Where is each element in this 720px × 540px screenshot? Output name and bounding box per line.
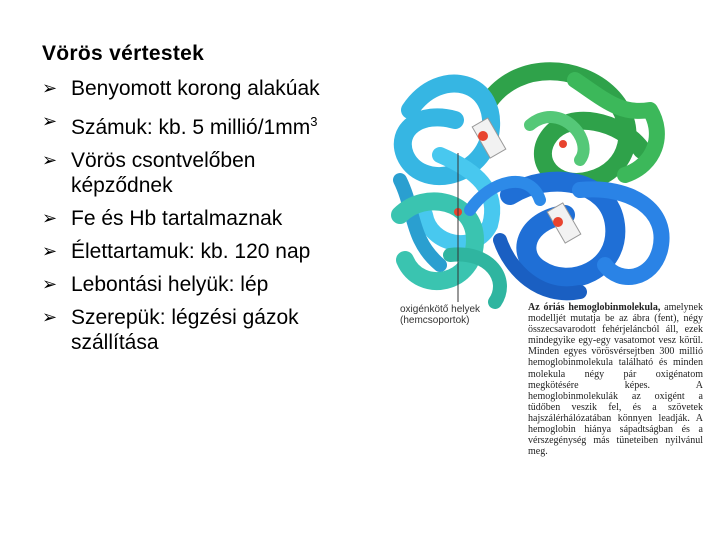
bullet-superscript: 3 [310,114,318,129]
bullet-item [42,109,362,140]
arrowhead-bullet-icon: ➢ [42,274,58,294]
arrowhead-bullet-icon: ➢ [42,78,58,98]
bullet-item [42,148,362,198]
bullet-text: Vörös csontvelőben képződnek [71,149,256,197]
bullet-text: Fe és Hb tartalmaznak [71,207,283,230]
bullet-text: Számuk: kb. 5 millió/1mm [71,116,311,139]
bullet-item [42,206,362,231]
bullet-item [42,76,362,101]
bullet-text: Élettartamuk: kb. 120 nap [71,240,311,263]
arrowhead-bullet-icon: ➢ [42,208,58,228]
bullet-item [42,305,362,355]
bullet-text: Szerepük: légzési gázok szállítása [71,306,299,354]
arrowhead-bullet-icon: ➢ [42,111,58,131]
bullet-text: Lebontási helyük: lép [71,273,269,296]
arrowhead-bullet-icon: ➢ [42,150,58,170]
arrowhead-bullet-icon: ➢ [42,307,58,327]
caption-lead: Az óriás hemoglobinmolekula, [528,302,661,313]
bullet-list [42,76,362,363]
caption-body: amelynek modelljét mutatja be az ábra (fent), négy összecsavarodott fehérjeláncból áll, ezek mindegyike egy-egy vasatomot vesz körül. Minden egyes vörösvérsejtben 300 millió hemoglobinmolekula található és minden molekula négy pár oxigénatom megkötésére képes. A hemoglobinmolekulák az oxigént a tüdőben veszik fel, és a szövetek hajszálérhálózatában könnyen leadják. A hemoglobin hiánya sápadtságban és a vérszegénység más tüneteiben nyilvánul meg. [528,302,703,458]
figure-caption [528,302,703,457]
slide-title: Vörös vértestek [42,42,205,65]
callout-line-1: oxigénkötő helyek [400,304,481,315]
bullet-item [42,239,362,264]
arrowhead-bullet-icon: ➢ [42,241,58,261]
bullet-text: Benyomott korong alakúak [71,77,320,100]
callout-line-2: (hemcsoportok) [400,315,470,326]
callout-label [400,304,480,326]
bullet-item [42,272,362,297]
protein-chain-green [490,71,657,182]
